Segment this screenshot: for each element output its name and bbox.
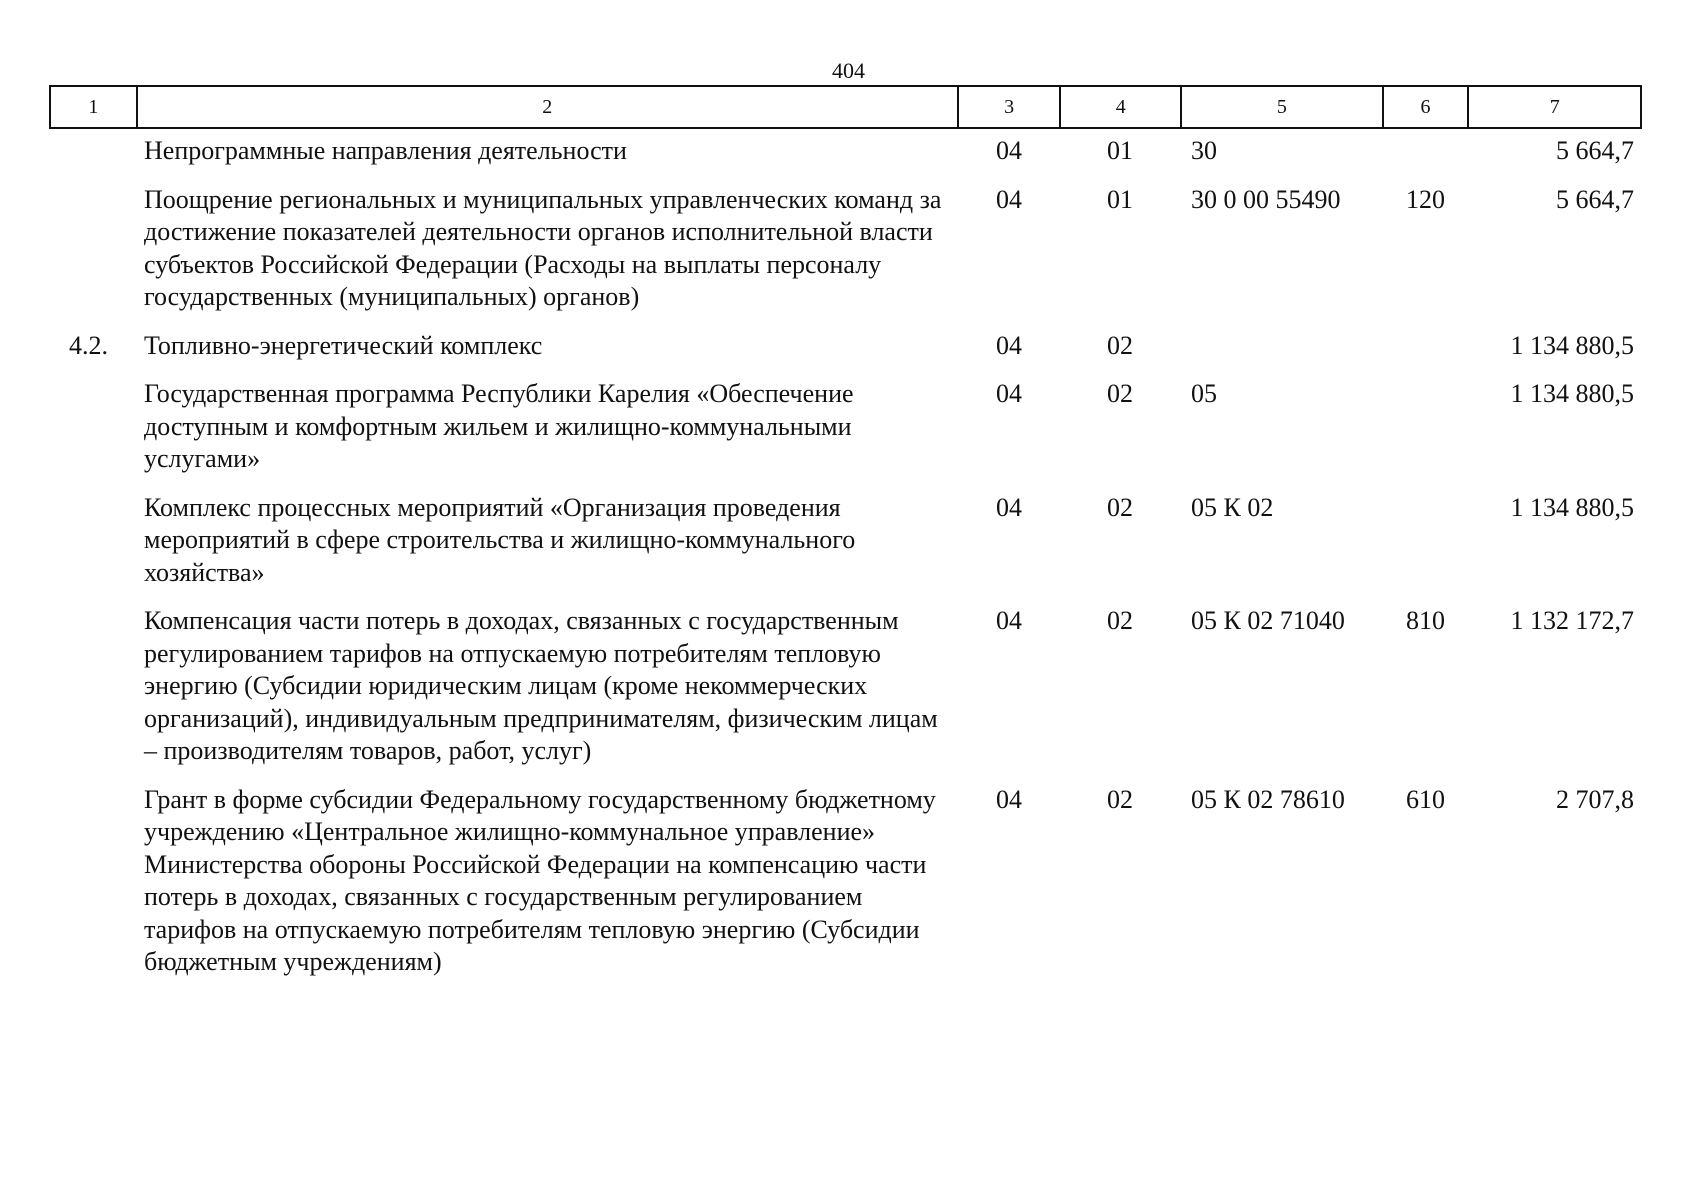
row-section: 04 (996, 184, 1022, 214)
row-sum: 5 664,7 (1556, 184, 1634, 214)
row-target-article: 05 К 02 (1191, 492, 1274, 522)
row-number (49, 378, 136, 476)
table-row (49, 605, 1642, 768)
row-sum: 1 132 172,7 (1510, 606, 1634, 635)
row-name: Компенсация части потерь в доходах, связанных с государственным регулированием тарифов на отпускаемую потребителям тепловую энергию (Субсидии юридическим лицам (кроме некоммерческих организаций), индивидуальным предпринимателям, физическим лицам – производителям товаров, работ, услуг) (144, 606, 938, 765)
row-name: Топливно-энергетический комплекс (144, 330, 543, 360)
table-header (49, 85, 1642, 129)
row-sum: 2 707,8 (1556, 784, 1634, 814)
row-sum: 1 134 880,5 (1510, 492, 1634, 522)
table-row (49, 135, 1642, 168)
row-section: 04 (996, 379, 1022, 408)
row-subsection: 01 (1107, 184, 1133, 214)
row-name: Государственная программа Республики Карелия «Обеспечение доступным и комфортным жильем и жилищно-коммунальными услугами» (144, 379, 854, 473)
row-sum: 1 134 880,5 (1510, 379, 1634, 408)
row-number (49, 492, 136, 590)
row-subsection: 01 (1107, 136, 1133, 165)
row-section: 04 (996, 784, 1022, 814)
row-number: 4.2. (69, 330, 108, 360)
table-body (49, 135, 1642, 995)
table-row (49, 784, 1642, 979)
row-subsection: 02 (1107, 784, 1133, 814)
header-col-2: 2 (138, 87, 959, 127)
row-target-article: 30 0 00 55490 (1191, 184, 1341, 214)
row-number (49, 784, 136, 979)
row-subsection: 02 (1107, 606, 1133, 635)
row-section: 04 (996, 492, 1022, 522)
row-name: Непрограммные направления деятельности (144, 136, 627, 165)
row-number (49, 135, 136, 168)
page-number: 404 (832, 58, 865, 83)
header-col-3: 3 (959, 87, 1062, 127)
header-col-5: 5 (1182, 87, 1384, 127)
row-target-article: 05 К 02 71040 (1191, 606, 1345, 635)
row-number (49, 184, 136, 314)
row-target-article (1183, 330, 1385, 363)
header-col-7: 7 (1549, 95, 1560, 118)
row-expense-type: 120 (1406, 184, 1445, 214)
row-expense-type: 610 (1406, 784, 1445, 814)
table-row (49, 492, 1642, 590)
header-col-6: 6 (1384, 87, 1470, 127)
row-expense-type: 810 (1406, 606, 1445, 635)
row-section: 04 (996, 136, 1022, 165)
row-target-article: 05 К 02 78610 (1191, 784, 1345, 814)
row-expense-type (1385, 330, 1471, 363)
row-expense-type (1385, 135, 1471, 168)
row-target-article: 30 (1191, 136, 1217, 165)
table-row (49, 330, 1642, 363)
table-row (49, 184, 1642, 314)
row-section: 04 (996, 606, 1022, 635)
row-name: Комплекс процессных мероприятий «Организация проведения мероприятий в сфере строительства и жилищно-коммунального хозяйства» (144, 492, 856, 587)
row-subsection: 02 (1107, 492, 1133, 522)
table-row (49, 378, 1642, 476)
row-section: 04 (996, 330, 1022, 360)
row-name: Грант в форме субсидии Федеральному государственному бюджетному учреждению «Центральное жилищно-коммунальное управление» Министерства обороны Российской Федерации на компенсацию части потерь в доходах, связанных с государственным регулированием тарифов на отпускаемую потребителям тепловую энергию (Субсидии бюджетным учреждениям) (144, 784, 936, 976)
row-subsection: 02 (1107, 379, 1133, 408)
row-target-article: 05 (1191, 379, 1217, 408)
header-col-4: 4 (1061, 87, 1182, 127)
row-expense-type (1385, 492, 1471, 590)
header-col-1: 1 (51, 87, 138, 127)
row-sum: 5 664,7 (1556, 136, 1634, 165)
row-name: Поощрение региональных и муниципальных управленческих команд за достижение показателей деятельности органов исполнительной власти субъектов Российской Федерации (Расходы на выплаты персоналу государственных (муниципальных) органов) (144, 184, 942, 311)
row-subsection: 02 (1107, 330, 1133, 360)
row-sum: 1 134 880,5 (1510, 330, 1634, 360)
row-number (49, 605, 136, 768)
row-expense-type (1385, 378, 1471, 476)
